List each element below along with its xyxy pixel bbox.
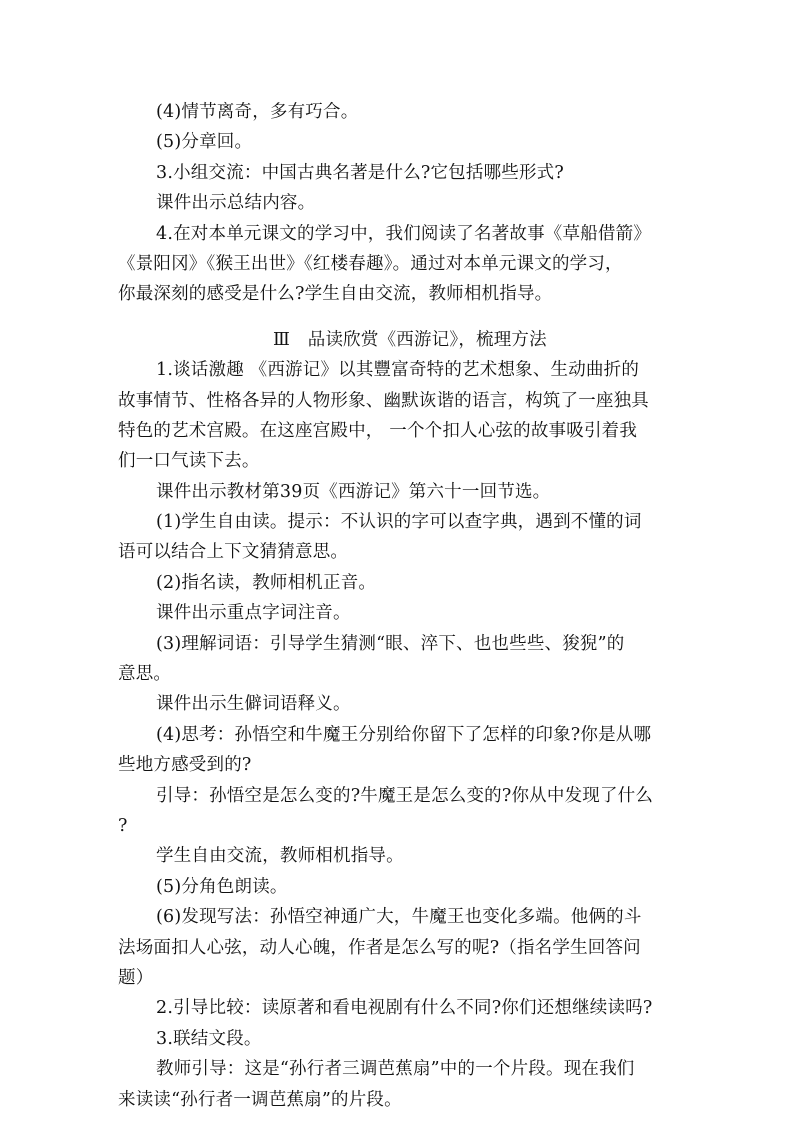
document-body — [118, 97, 683, 1115]
text-line: 1.谈话激趣 《西游记》以其豐富奇特的艺术想象、生动曲折的 — [156, 360, 640, 381]
text-line: 故事情节、性格各异的人物形象、幽默诙谐的语言，构筑了一座独具 — [118, 390, 649, 411]
text-line: 课件出示生僻词语释义。 — [156, 694, 351, 715]
text-line: 题） — [118, 967, 154, 988]
text-line: 学生自由交流，教师相机指导。 — [156, 846, 404, 867]
text-line: (4)思考：孙悟空和牛魔王分别给你留下了怎样的印象?你是从哪 — [156, 724, 652, 745]
text-line: 《景阳冈》《猴王出世》《红楼春趣》。通过对本单元课文的学习， — [118, 253, 623, 274]
text-line: (1)学生自由读。提示：不认识的字可以查字典，遇到不懂的词 — [156, 512, 642, 533]
text-line: 你最深刻的感受是什么?学生自由交流，教师相机指导。 — [118, 284, 553, 305]
text-line: 2.引导比较：读原著和看电视剧有什么不同?你们还想继续读吗? — [156, 998, 653, 1019]
text-line: (6)发现写法：孙悟空神通广大，牛魔王也变化多端。他俩的斗 — [156, 907, 642, 928]
text-line: 课件出示总结内容。 — [156, 193, 316, 214]
text-line: 意思。 — [118, 664, 172, 685]
text-line: 课件出示重点字词注音。 — [156, 603, 351, 624]
text-line: (4)情节离奇，多有巧合。 — [156, 102, 359, 122]
text-line: 来读读“孙行者一调芭蕉扇”的片段。 — [118, 1089, 402, 1110]
text-line: 们一口气读下去。 — [118, 451, 260, 472]
text-line: (3)理解词语：引导学生猜测“眼、淬下、也也些些、狻猊”的 — [156, 633, 625, 654]
text-line: 3.小组交流：中国古典名著是什么?它包括哪些形式? — [156, 162, 564, 183]
text-line: 4.在对本单元课文的学习中，我们阅读了名著故事《草船借箭》 — [156, 223, 651, 244]
text-line: 语可以结合上下文猜猜意思。 — [118, 542, 349, 563]
text-line: 课件出示教材第39页《西游记》第六十一回节选。 — [156, 481, 551, 502]
text-line: 3.联结文段。 — [156, 1028, 262, 1049]
text-line: 特色的艺术宫殿。在这座宫殿中， 一个个扣人心弦的故事吸引着我 — [118, 420, 638, 441]
text-line: 些地方感受到的? — [118, 755, 252, 776]
text-line: (2)指名读，教师相机正音。 — [156, 572, 377, 593]
text-line: (5)分角色朗读。 — [156, 876, 288, 897]
text-line: 法场面扣人心弦，动人心魄，作者是怎么写的呢?（指名学生回答问 — [118, 937, 641, 958]
text-line: ? — [118, 815, 128, 836]
section-heading: Ⅲ 品读欣赏《西游记》，梳理方法 — [273, 329, 547, 350]
text-line: 引导：孙悟空是怎么变的?牛魔王是怎么变的?你从中发现了什么 — [156, 785, 654, 806]
text-line: (5)分章回。 — [156, 132, 253, 153]
text-line: 教师引导：这是“孙行者三调芭蕉扇”中的一个片段。现在我们 — [156, 1059, 635, 1080]
